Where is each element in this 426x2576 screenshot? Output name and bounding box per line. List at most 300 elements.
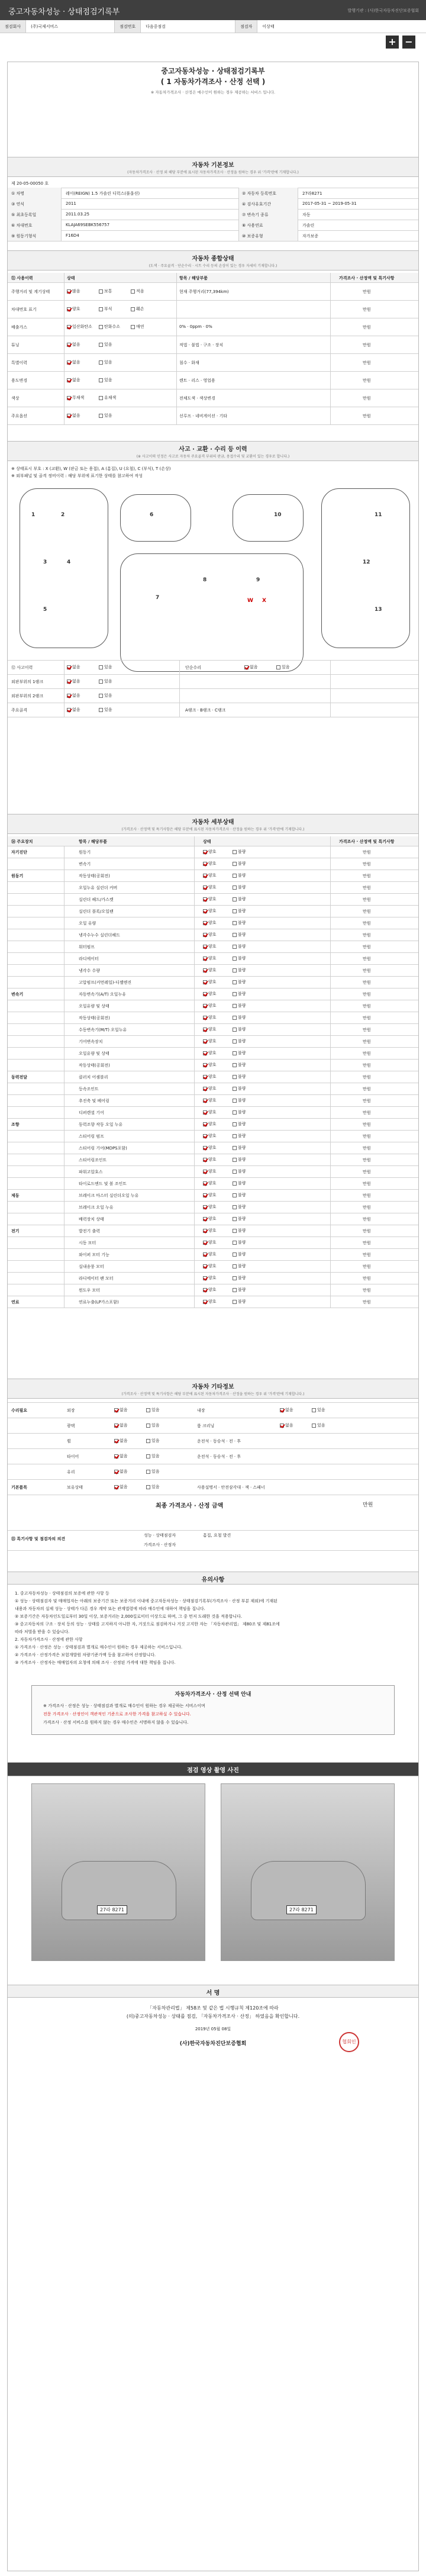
row-divider xyxy=(8,300,418,301)
status-option[interactable]: 탄화수소 xyxy=(99,324,120,330)
state-bad[interactable]: 불량 xyxy=(233,1263,246,1269)
checkbox-icon[interactable] xyxy=(203,1288,207,1292)
panel-number: 7 xyxy=(156,595,160,601)
status-price: 만원 xyxy=(363,360,371,365)
state-bad[interactable]: 불량 xyxy=(233,1299,246,1305)
checkbox-icon[interactable] xyxy=(233,886,237,890)
checkbox-icon[interactable] xyxy=(203,874,207,878)
other-option[interactable]: 없음 xyxy=(114,1422,128,1428)
other-option[interactable]: 없음 xyxy=(114,1469,128,1474)
checkbox-icon[interactable] xyxy=(67,343,71,347)
checkbox-icon[interactable] xyxy=(233,1110,237,1115)
state-good[interactable]: 양호 xyxy=(203,1121,217,1127)
state-bad[interactable]: 불량 xyxy=(233,849,246,855)
status-option[interactable]: 훼손 xyxy=(131,306,144,312)
other-option[interactable]: 없음 xyxy=(280,1407,293,1413)
state-good[interactable]: 양호 xyxy=(203,1263,217,1269)
row-divider xyxy=(8,1260,418,1261)
state-bad[interactable]: 불량 xyxy=(233,1239,246,1245)
minus-icon[interactable]: − xyxy=(402,36,415,49)
state-bad[interactable]: 불량 xyxy=(233,1145,246,1151)
checkbox-icon[interactable] xyxy=(203,1051,207,1055)
state-good[interactable]: 양호 xyxy=(203,872,217,878)
state-bad[interactable]: 불량 xyxy=(233,979,246,985)
checkbox-icon[interactable] xyxy=(203,1276,207,1280)
checkbox-icon[interactable] xyxy=(114,1424,118,1428)
state-good[interactable]: 양호 xyxy=(203,1168,217,1174)
state-good[interactable]: 양호 xyxy=(203,979,217,985)
checkbox-icon[interactable] xyxy=(114,1408,118,1412)
status-option[interactable]: 매연 xyxy=(131,324,144,330)
basic-label: ⑧ 사용연료 xyxy=(242,223,263,228)
checkbox-icon[interactable] xyxy=(233,1099,237,1103)
detail-item: 작동상태(공회전) xyxy=(79,1063,110,1068)
other-option[interactable]: 있음 xyxy=(146,1469,160,1474)
checkbox-icon[interactable] xyxy=(203,933,207,937)
state-bad[interactable]: 불량 xyxy=(233,932,246,938)
checkbox-icon[interactable] xyxy=(233,1170,237,1174)
status-price: 만원 xyxy=(363,414,371,418)
checkbox-icon[interactable] xyxy=(114,1470,118,1474)
checkbox-icon[interactable] xyxy=(233,1075,237,1079)
checkbox-icon[interactable] xyxy=(233,1039,237,1044)
state-bad[interactable]: 불량 xyxy=(233,944,246,949)
checkbox-icon[interactable] xyxy=(67,325,71,329)
checkbox-icon[interactable] xyxy=(233,1252,237,1257)
checkbox-icon[interactable] xyxy=(203,1241,207,1245)
checkbox-icon[interactable] xyxy=(203,862,207,866)
state-bad[interactable]: 불량 xyxy=(233,991,246,997)
state-good[interactable]: 양호 xyxy=(203,1133,217,1139)
notice-line: ① 가격조사 · 산정은 성능 · 상태점검과 별개로 매수인이 원하는 경우 제공하는 서비스입니다. xyxy=(15,1645,183,1650)
checkbox-icon[interactable] xyxy=(233,1229,237,1233)
state-bad[interactable]: 불량 xyxy=(233,908,246,914)
checkbox-icon[interactable] xyxy=(203,1134,207,1138)
inspector-value: 이상태 xyxy=(262,24,275,29)
state-bad[interactable]: 불량 xyxy=(233,1097,246,1103)
detail-price: 만원 xyxy=(363,1264,371,1269)
checkbox-icon[interactable] xyxy=(276,665,280,669)
status-option[interactable]: 없음 xyxy=(67,359,80,365)
checkbox-icon[interactable] xyxy=(203,1181,207,1186)
checkbox-icon[interactable] xyxy=(203,1193,207,1197)
checkbox-icon[interactable] xyxy=(99,414,103,418)
state-good[interactable]: 양호 xyxy=(203,1086,217,1091)
checkbox-icon[interactable] xyxy=(233,1004,237,1008)
checkbox-icon[interactable] xyxy=(203,921,207,925)
state-good[interactable]: 양호 xyxy=(203,920,217,926)
state-good[interactable]: 양호 xyxy=(203,1109,217,1115)
other-option[interactable]: 없음 xyxy=(114,1453,128,1459)
status-option[interactable]: 무채색 xyxy=(67,395,84,401)
state-bad[interactable]: 불량 xyxy=(233,967,246,973)
state-good[interactable]: 양호 xyxy=(203,1145,217,1151)
state-bad[interactable]: 불량 xyxy=(233,896,246,902)
checkbox-icon[interactable] xyxy=(203,1039,207,1044)
status-option[interactable]: 부식 xyxy=(99,306,112,312)
accident-option[interactable]: 없음 xyxy=(67,678,80,684)
checkbox-icon[interactable] xyxy=(233,1193,237,1197)
accident-option[interactable]: 없음 xyxy=(244,664,258,670)
panel-number: 4 xyxy=(67,559,71,565)
plus-icon[interactable]: + xyxy=(386,36,399,49)
basic-value: 2011 xyxy=(66,201,76,206)
seal-stamp: 협회인 xyxy=(339,2032,359,2052)
other-option[interactable]: 있음 xyxy=(146,1484,160,1490)
price-box-line: ※ 가격조사 · 산정은 성능 · 상태점검과 별개로 매수인이 원하는 경우 제공하는 서비스이며 xyxy=(43,1704,205,1708)
checkbox-icon[interactable] xyxy=(233,992,237,996)
state-bad[interactable]: 불량 xyxy=(233,1275,246,1281)
detail-price: 만원 xyxy=(363,850,371,855)
state-good[interactable]: 양호 xyxy=(203,1180,217,1186)
checkbox-icon[interactable] xyxy=(67,360,71,365)
status-option[interactable]: 없음 xyxy=(67,342,80,347)
basic-label: ① 차명 xyxy=(11,191,25,196)
detail-price: 만원 xyxy=(363,1028,371,1032)
state-bad[interactable]: 불량 xyxy=(233,1228,246,1234)
detail-price: 만원 xyxy=(363,1146,371,1151)
row-divider xyxy=(8,1165,418,1166)
state-bad[interactable]: 불량 xyxy=(233,955,246,961)
state-good[interactable]: 양호 xyxy=(203,1062,217,1068)
checkbox-icon[interactable] xyxy=(203,1217,207,1221)
checkbox-icon[interactable] xyxy=(233,1181,237,1186)
state-good[interactable]: 양호 xyxy=(203,884,217,890)
state-bad[interactable]: 불량 xyxy=(233,1086,246,1091)
checkbox-icon[interactable] xyxy=(99,680,103,684)
checkbox-icon[interactable] xyxy=(312,1424,316,1428)
accident-option[interactable]: 있음 xyxy=(276,664,290,670)
status-option[interactable]: 없음 xyxy=(67,377,80,383)
detail-price: 만원 xyxy=(363,1170,371,1174)
checkbox-icon[interactable] xyxy=(233,1122,237,1126)
checkbox-icon[interactable] xyxy=(99,325,103,329)
state-bad[interactable]: 불량 xyxy=(233,1074,246,1080)
state-good[interactable]: 양호 xyxy=(203,1097,217,1103)
status-option[interactable]: 일산화탄소 xyxy=(67,324,92,330)
checkbox-icon[interactable] xyxy=(233,1241,237,1245)
checkbox-icon[interactable] xyxy=(203,968,207,973)
checkbox-icon[interactable] xyxy=(233,1087,237,1091)
section-photos xyxy=(8,1762,418,1776)
state-bad[interactable]: 불량 xyxy=(233,1003,246,1009)
state-good[interactable]: 양호 xyxy=(203,896,217,902)
state-good[interactable]: 양호 xyxy=(203,1204,217,1210)
status-option[interactable]: 많음 xyxy=(67,288,80,294)
checkbox-icon[interactable] xyxy=(203,1264,207,1268)
state-bad[interactable]: 불량 xyxy=(233,1180,246,1186)
checkbox-icon[interactable] xyxy=(203,1252,207,1257)
other-group: 기본품목 xyxy=(11,1485,28,1490)
state-bad[interactable]: 불량 xyxy=(233,1251,246,1257)
state-bad[interactable]: 불량 xyxy=(233,920,246,926)
detail-price: 만원 xyxy=(363,1016,371,1020)
accident-option[interactable]: 없음 xyxy=(67,707,80,713)
accident-option[interactable]: 없음 xyxy=(67,664,80,670)
state-good[interactable]: 양호 xyxy=(203,1216,217,1222)
checkbox-icon[interactable] xyxy=(67,708,71,712)
checkbox-icon[interactable] xyxy=(99,343,103,347)
state-good[interactable]: 양호 xyxy=(203,1287,217,1293)
other-option[interactable]: 있음 xyxy=(146,1422,160,1428)
basic-label: ③ 연식 xyxy=(11,202,25,207)
checkbox-icon[interactable] xyxy=(280,1408,284,1412)
state-good[interactable]: 양호 xyxy=(203,1015,217,1020)
checkbox-icon[interactable] xyxy=(203,1110,207,1115)
checkbox-icon[interactable] xyxy=(67,396,71,400)
other-option[interactable]: 없음 xyxy=(280,1422,293,1428)
checkbox-icon[interactable] xyxy=(99,708,103,712)
checkbox-icon[interactable] xyxy=(67,665,71,669)
checkbox-icon[interactable] xyxy=(114,1439,118,1443)
checkbox-icon[interactable] xyxy=(114,1485,118,1489)
checkbox-icon[interactable] xyxy=(131,325,135,329)
checkbox-icon[interactable] xyxy=(203,1004,207,1008)
checkbox-icon[interactable] xyxy=(67,680,71,684)
state-good[interactable]: 양호 xyxy=(203,967,217,973)
checkbox-icon[interactable] xyxy=(233,933,237,937)
state-bad[interactable]: 불량 xyxy=(233,1038,246,1044)
state-bad[interactable]: 불량 xyxy=(233,1133,246,1139)
state-good[interactable]: 양호 xyxy=(203,1026,217,1032)
photos-title: 점검 영상 촬영 사진 xyxy=(187,1767,239,1774)
checkbox-icon[interactable] xyxy=(233,980,237,984)
checkbox-icon[interactable] xyxy=(233,909,237,913)
section-detail-title: 자동차 세부상태 xyxy=(192,819,234,826)
state-good[interactable]: 양호 xyxy=(203,1239,217,1245)
checkbox-icon[interactable] xyxy=(203,1028,207,1032)
checkbox-icon[interactable] xyxy=(67,289,71,294)
other-option[interactable]: 없음 xyxy=(114,1438,128,1444)
other-option[interactable]: 있음 xyxy=(312,1407,325,1413)
state-good[interactable]: 양호 xyxy=(203,861,217,867)
checkbox-icon[interactable] xyxy=(203,909,207,913)
checkbox-icon[interactable] xyxy=(233,874,237,878)
checkbox-icon[interactable] xyxy=(312,1408,316,1412)
state-bad[interactable]: 불량 xyxy=(233,1015,246,1020)
status-option[interactable]: 없음 xyxy=(67,413,80,418)
status-detail: 렌트 · 리스 · 영업용 xyxy=(179,378,215,383)
checkbox-icon[interactable] xyxy=(233,968,237,973)
checkbox-icon[interactable] xyxy=(99,665,103,669)
price-box-title: 자동차가격조사 · 산정 선택 안내 xyxy=(175,1692,251,1698)
checkbox-icon[interactable] xyxy=(203,897,207,901)
checkbox-icon[interactable] xyxy=(67,414,71,418)
detail-item: 브레이크 오일 누유 xyxy=(79,1205,114,1210)
accident-option[interactable]: 있음 xyxy=(99,707,112,713)
checkbox-icon[interactable] xyxy=(203,1099,207,1103)
checkbox-icon[interactable] xyxy=(146,1439,150,1443)
other-option[interactable]: 있음 xyxy=(146,1453,160,1459)
other-option[interactable]: 없음 xyxy=(114,1484,128,1490)
checkbox-icon[interactable] xyxy=(203,992,207,996)
checkbox-icon[interactable] xyxy=(203,1300,207,1304)
other-option[interactable]: 있음 xyxy=(146,1407,160,1413)
other-item2: 룸 크리닝 xyxy=(197,1424,215,1428)
state-bad[interactable]: 불량 xyxy=(233,884,246,890)
checkbox-icon[interactable] xyxy=(67,694,71,698)
basic-value: 2011.03.25 xyxy=(66,212,90,217)
state-bad[interactable]: 불량 xyxy=(233,1157,246,1163)
state-bad[interactable]: 불량 xyxy=(233,1121,246,1127)
checkbox-icon[interactable] xyxy=(99,694,103,698)
status-option[interactable]: 보통 xyxy=(99,288,112,294)
checkbox-icon[interactable] xyxy=(99,396,103,400)
checkbox-icon[interactable] xyxy=(233,1276,237,1280)
checkbox-icon[interactable] xyxy=(146,1454,150,1458)
other-item2: 운전석 · 동승석 · 전 · 후 xyxy=(197,1454,241,1459)
checkbox-icon[interactable] xyxy=(233,1264,237,1268)
checkbox-icon[interactable] xyxy=(203,1146,207,1150)
checkbox-icon[interactable] xyxy=(233,1288,237,1292)
checkbox-icon[interactable] xyxy=(233,1158,237,1162)
inspection-info-bar xyxy=(0,20,426,33)
detail-item: 스티어링조인트 xyxy=(79,1158,107,1163)
checkbox-icon[interactable] xyxy=(233,897,237,901)
checkbox-icon[interactable] xyxy=(131,307,135,311)
accident-option[interactable]: 있음 xyxy=(99,693,112,698)
state-good[interactable]: 양호 xyxy=(203,1299,217,1305)
damage-mark-x: X xyxy=(262,598,266,604)
checkbox-icon[interactable] xyxy=(203,1229,207,1233)
state-good[interactable]: 양호 xyxy=(203,944,217,949)
checkbox-icon[interactable] xyxy=(280,1424,284,1428)
checkbox-icon[interactable] xyxy=(99,289,103,294)
section-detail xyxy=(8,814,418,834)
checkbox-icon[interactable] xyxy=(203,1016,207,1020)
other-option[interactable]: 있음 xyxy=(312,1422,325,1428)
state-good[interactable]: 양호 xyxy=(203,1050,217,1056)
checkbox-icon[interactable] xyxy=(233,957,237,961)
state-bad[interactable]: 불량 xyxy=(233,872,246,878)
detail-price: 만원 xyxy=(363,1300,371,1305)
other-option[interactable]: 없음 xyxy=(114,1407,128,1413)
checkbox-icon[interactable] xyxy=(233,1205,237,1209)
checkbox-icon[interactable] xyxy=(203,1063,207,1067)
checkbox-icon[interactable] xyxy=(131,289,135,294)
checkbox-icon[interactable] xyxy=(233,1063,237,1067)
detail-item: 시동 모터 xyxy=(79,1241,96,1245)
status-option[interactable]: 양호 xyxy=(67,306,80,312)
checkbox-icon[interactable] xyxy=(146,1408,150,1412)
row-divider xyxy=(8,1023,418,1024)
checkbox-icon[interactable] xyxy=(233,1134,237,1138)
checkbox-icon[interactable] xyxy=(233,945,237,949)
accident-option[interactable]: 있음 xyxy=(99,678,112,684)
checkbox-icon[interactable] xyxy=(203,945,207,949)
checkbox-icon[interactable] xyxy=(146,1470,150,1474)
detail-item: 고압펌프(커먼레일)-디젤엔진 xyxy=(79,980,132,985)
status-option[interactable]: 있음 xyxy=(99,413,112,418)
state-bad[interactable]: 불량 xyxy=(233,1168,246,1174)
checkbox-icon[interactable] xyxy=(203,1158,207,1162)
state-good[interactable]: 양호 xyxy=(203,1228,217,1234)
state-bad[interactable]: 불량 xyxy=(233,1026,246,1032)
checkbox-icon[interactable] xyxy=(233,862,237,866)
state-good[interactable]: 양호 xyxy=(203,1275,217,1281)
state-good[interactable]: 양호 xyxy=(203,991,217,997)
state-good[interactable]: 양호 xyxy=(203,1192,217,1198)
car-front-view xyxy=(120,494,191,542)
basic-value: 자동 xyxy=(302,212,311,217)
state-bad[interactable]: 불량 xyxy=(233,1050,246,1056)
checkbox-icon[interactable] xyxy=(233,1217,237,1221)
state-bad[interactable]: 불량 xyxy=(233,1062,246,1068)
basic-label: ② 자동차 등록번호 xyxy=(242,191,277,196)
checkbox-icon[interactable] xyxy=(114,1454,118,1458)
checkbox-icon[interactable] xyxy=(203,850,207,854)
other-option[interactable]: 있음 xyxy=(146,1438,160,1444)
checkbox-icon[interactable] xyxy=(244,665,248,669)
checkbox-icon[interactable] xyxy=(99,378,103,382)
state-bad[interactable]: 불량 xyxy=(233,1109,246,1115)
row-divider xyxy=(8,952,418,953)
detail-price: 만원 xyxy=(363,897,371,902)
status-option[interactable]: 있음 xyxy=(99,342,112,347)
checkbox-icon[interactable] xyxy=(146,1485,150,1489)
checkbox-icon[interactable] xyxy=(203,1087,207,1091)
state-good[interactable]: 양호 xyxy=(203,1074,217,1080)
state-good[interactable]: 양호 xyxy=(203,932,217,938)
checkbox-icon[interactable] xyxy=(233,850,237,854)
checkbox-icon[interactable] xyxy=(99,307,103,311)
state-good[interactable]: 양호 xyxy=(203,1038,217,1044)
checkbox-icon[interactable] xyxy=(233,1028,237,1032)
section-notice-title: 유의사항 xyxy=(201,1577,225,1583)
checkbox-icon[interactable] xyxy=(146,1424,150,1428)
checkbox-icon[interactable] xyxy=(233,1016,237,1020)
state-good[interactable]: 양호 xyxy=(203,1157,217,1163)
state-good[interactable]: 양호 xyxy=(203,955,217,961)
state-bad[interactable]: 불량 xyxy=(233,1204,246,1210)
accident-option[interactable]: 있음 xyxy=(99,664,112,670)
checkbox-icon[interactable] xyxy=(203,980,207,984)
state-bad[interactable]: 불량 xyxy=(233,1287,246,1293)
checkbox-icon[interactable] xyxy=(233,1300,237,1304)
status-option[interactable]: 있음 xyxy=(99,377,112,383)
checkbox-icon[interactable] xyxy=(99,360,103,365)
status-option[interactable]: 있음 xyxy=(99,359,112,365)
row-divider xyxy=(8,688,418,689)
detail-price: 만원 xyxy=(363,957,371,961)
checkbox-icon[interactable] xyxy=(203,886,207,890)
state-bad[interactable]: 불량 xyxy=(233,1192,246,1198)
checkbox-icon[interactable] xyxy=(203,1122,207,1126)
status-option[interactable]: 적음 xyxy=(131,288,144,294)
zoom-controls xyxy=(386,36,415,49)
detail-item: 오일유량 및 상태 xyxy=(79,1004,109,1009)
inspector-label: 점검자 xyxy=(235,20,257,33)
checkbox-icon[interactable] xyxy=(203,1205,207,1209)
detail-item: 냉각수누수 실린더헤드 xyxy=(79,933,120,938)
checkbox-icon[interactable] xyxy=(67,307,71,311)
checkbox-icon[interactable] xyxy=(203,1075,207,1079)
status-option[interactable]: 유채색 xyxy=(99,395,116,401)
checkbox-icon[interactable] xyxy=(67,378,71,382)
state-bad[interactable]: 불량 xyxy=(233,861,246,867)
state-good[interactable]: 양호 xyxy=(203,1251,217,1257)
checkbox-icon[interactable] xyxy=(233,1146,237,1150)
state-good[interactable]: 양호 xyxy=(203,849,217,855)
checkbox-icon[interactable] xyxy=(203,957,207,961)
state-good[interactable]: 양호 xyxy=(203,1003,217,1009)
accident-option[interactable]: 없음 xyxy=(67,693,80,698)
state-bad[interactable]: 불량 xyxy=(233,1216,246,1222)
checkbox-icon[interactable] xyxy=(233,1051,237,1055)
checkbox-icon[interactable] xyxy=(203,1170,207,1174)
state-good[interactable]: 양호 xyxy=(203,908,217,914)
checkbox-icon[interactable] xyxy=(233,921,237,925)
